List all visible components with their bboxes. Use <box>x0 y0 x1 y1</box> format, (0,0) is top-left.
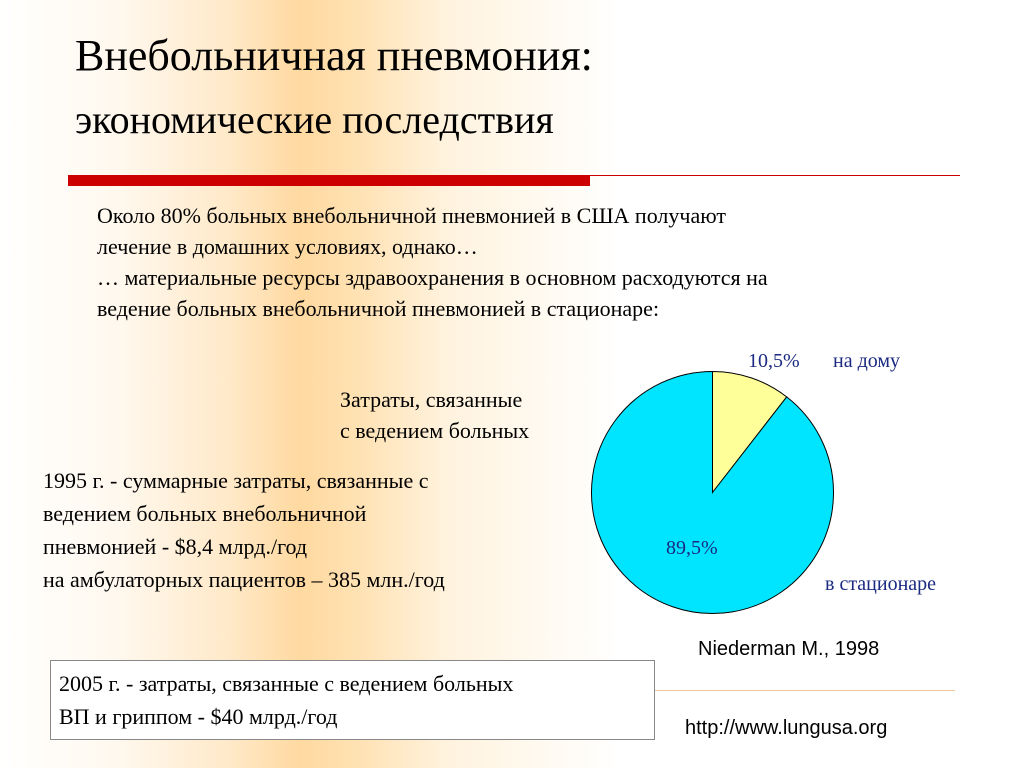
title-underline-thin <box>590 175 960 176</box>
slice-value-label-home: 10,5% <box>748 350 800 372</box>
intro-line: … материальные ресурсы здравоохранения в основном расходуются на <box>97 265 768 290</box>
stats-line: ведением больных внебольничной <box>43 501 367 526</box>
stats-line: пневмонией - $8,4 млрд./год <box>43 534 308 559</box>
bottom-rule <box>655 690 955 691</box>
pie-chart <box>585 365 840 620</box>
box-line: 2005 г. - затраты, связанные с ведением больных <box>59 671 514 696</box>
citation: Niederman M., 1998 <box>698 638 880 660</box>
slide-title: Внебольничная пневмония: <box>75 31 593 80</box>
stats-line: на амбулаторных пациентов – 385 млн./год <box>43 567 445 592</box>
intro-line: ведение больных внебольничной пневмонией в стационаре: <box>97 296 660 321</box>
source-link[interactable]: http://www.lungusa.org <box>685 717 888 739</box>
slice-category-label-home: на дому <box>833 350 901 372</box>
stats-1995 <box>43 464 445 596</box>
title-underline-thick <box>68 175 590 186</box>
intro-text <box>97 200 977 324</box>
box-line: ВП и гриппом - $40 млрд./год <box>59 704 338 729</box>
chart-caption <box>340 384 529 446</box>
pie-slice-1 <box>591 372 833 614</box>
slice-category-label-hospital: в стационаре <box>825 573 937 595</box>
slide-subtitle: экономические последствия <box>75 97 554 142</box>
intro-line: Около 80% больных внебольничной пневмонией в США получают <box>97 203 726 228</box>
box-2005 <box>50 660 655 740</box>
intro-line: лечение в домашних условиях, однако… <box>97 234 478 259</box>
slice-value-label-hospital: 89,5% <box>666 537 718 559</box>
stats-line: 1995 г. - суммарные затраты, связанные с <box>43 468 429 493</box>
chart-caption-line: с ведением больных <box>340 418 530 443</box>
chart-caption-line: Затраты, связанные <box>340 387 523 412</box>
